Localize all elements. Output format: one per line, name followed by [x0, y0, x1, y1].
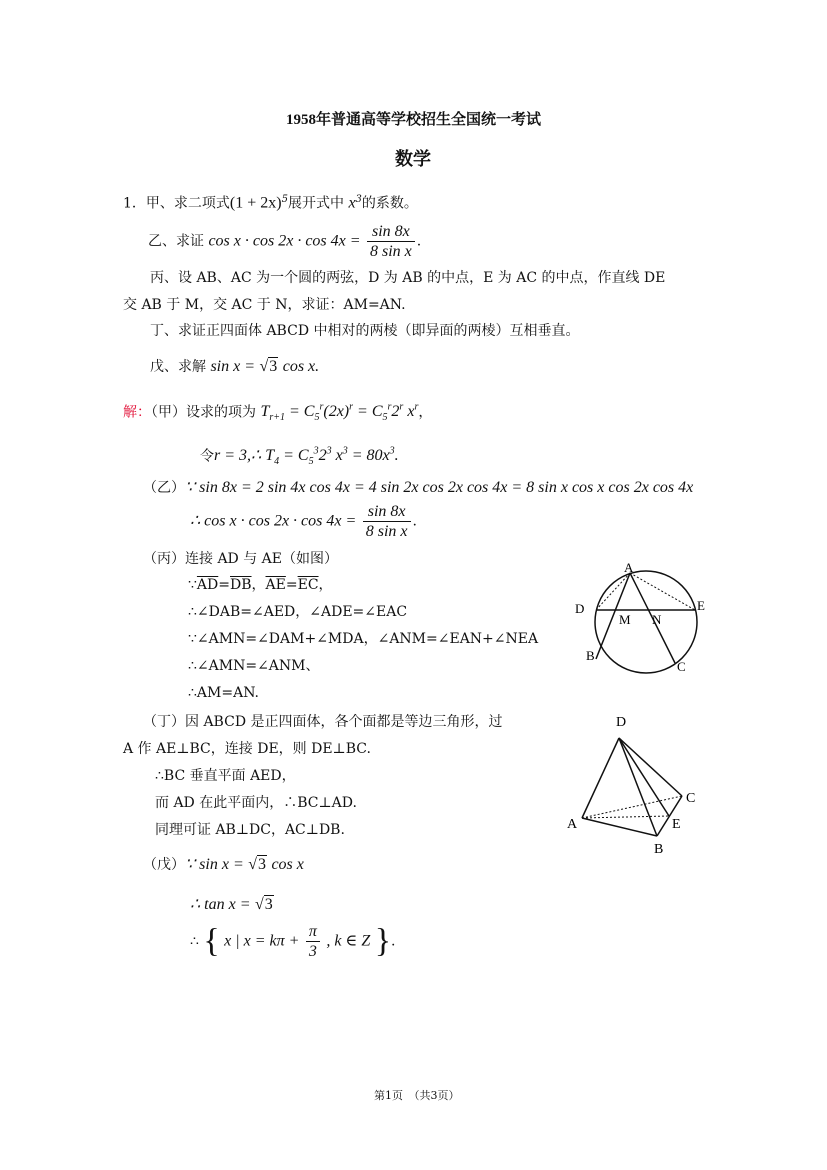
p2-lhs: cos x · cos 2x · cos 4x = — [208, 232, 361, 250]
problem-bing-line2: 交 AB 于 M，交 AC 于 N，求证：AM=AN. — [123, 297, 406, 313]
bing-end: ， — [318, 577, 333, 593]
wu-l2-sqrt: 3 — [264, 896, 273, 913]
label-m: M — [619, 612, 631, 627]
jia2-csup: 3 — [313, 446, 319, 457]
jia-c-sup: r — [319, 402, 324, 413]
ding-line3: ∴BC 垂直平面 AED， — [155, 768, 296, 784]
yi-fraction — [363, 502, 411, 541]
jia-c-sub: 5 — [314, 412, 320, 424]
jia2-dsup: 3 — [326, 446, 332, 457]
jia-t: T — [260, 403, 270, 421]
page-footer: 第1页 （共3页） — [374, 1089, 460, 1102]
jia-c2-sub: 5 — [382, 412, 388, 424]
ding-line2: A 作 AE⊥BC，连接 DE，则 DE⊥BC. — [123, 741, 371, 757]
p1-tail: 展开式中 — [287, 195, 344, 212]
wu-l2-a: ∴ tan x = — [190, 896, 251, 913]
jia-two-sup: r — [399, 402, 404, 413]
ding-line5: 同理可证 AB⊥DC，AC⊥DB. — [155, 822, 345, 838]
label-n: N — [652, 612, 662, 627]
wu-l1-a: ∵ sin x = — [185, 856, 244, 873]
wu-l1-b: cos x — [271, 856, 304, 873]
problem-1-jia — [123, 190, 418, 214]
jia2-sub: 4 — [274, 456, 280, 468]
solution-jia — [123, 398, 432, 429]
p1-exp: 5 — [281, 194, 288, 205]
yi-lhs: ∴ cos x · cos 2x · cos 4x = — [190, 512, 357, 530]
segment-ae-hidden — [582, 816, 669, 818]
jia2-csub: 5 — [308, 456, 314, 468]
wu-line1: （戊）∵ sin x = √3 cos x — [143, 856, 304, 873]
yi-end: . — [412, 513, 417, 530]
wu-den: 3 — [308, 943, 317, 960]
solution-yi-line2 — [190, 502, 417, 541]
jia-2x-sup: r — [349, 402, 354, 413]
wu-l3-b: x | x = kπ + — [224, 932, 300, 950]
jia2-g: . — [394, 447, 399, 465]
edge-ac-hidden — [582, 796, 682, 818]
jia2-c: = C — [283, 447, 309, 465]
yi-den: 8 sin x — [365, 523, 408, 540]
bing-line2: ∴∠DAB=∠AED，∠ADE=∠EAC — [188, 604, 408, 620]
arc-ec: $\overline{EC}$ — [297, 577, 319, 593]
wu-l1-sqrt: 3 — [257, 856, 266, 873]
arc-db: $\overline{DB}$ — [230, 577, 252, 593]
wu-l3-therefore: ∴ — [190, 933, 199, 950]
jia2-ling: 令 — [200, 448, 214, 465]
wu-line2: ∴ tan x = √3 — [190, 896, 273, 913]
yi-line1: ∵ sin 8x = 2 sin 4x cos 4x = 4 sin 2x cos 2x cos 4x = 8 sin x cos x cos 2x cos 4x — [185, 479, 694, 496]
edge-ab — [582, 818, 657, 836]
jia-x-sup: r — [414, 402, 419, 413]
p2-num: sin 8x — [367, 222, 415, 242]
yi-num: sin 8x — [363, 502, 411, 522]
bing-sep: ， — [251, 577, 266, 593]
jia2-fsup: 3 — [389, 446, 395, 457]
p1-end: 的系数。 — [361, 195, 418, 212]
label-e: E — [697, 598, 705, 613]
p2-den: 8 sin x — [370, 243, 412, 260]
bing-line3: ∵∠AMN=∠DAM+∠MDA，∠ANM=∠EAN+∠NEA — [188, 631, 539, 647]
solution-yi-line1 — [143, 478, 693, 498]
p1-x-exp: 3 — [355, 194, 362, 205]
wu-fraction — [306, 922, 320, 961]
bing-line1 — [188, 575, 333, 595]
tetrahedron-figure — [562, 708, 712, 858]
circle-figure — [570, 558, 720, 678]
p2-fraction — [367, 222, 415, 261]
jia2-d: 2 — [318, 447, 327, 465]
jia2-esup: 3 — [342, 446, 348, 457]
label-a: A — [624, 560, 634, 575]
exam-title: 1958年普通高等学校招生全国统一考试 — [286, 112, 542, 128]
bing-line4: ∴∠AMN=∠ANM、 — [188, 658, 320, 674]
wu-line3 — [190, 922, 395, 961]
bing-because: ∵ — [188, 577, 197, 593]
jia-c2-sup: r — [387, 402, 392, 413]
bing-eq2: = — [285, 577, 298, 593]
jia2-b: r = 3,∴ T — [214, 447, 275, 465]
p5-sqrt: 3 — [269, 358, 278, 375]
jia-2x: (2x) — [323, 403, 350, 421]
label-c: C — [677, 659, 686, 674]
p5-expr-b: cos x. — [282, 358, 320, 375]
problem-ding: 丁、求证正四面体 ABCD 中相对的两棱（即异面的两棱）互相垂直。 — [150, 323, 580, 339]
jia2-f: = 80x — [351, 447, 390, 465]
wu-l3-end: . — [391, 933, 396, 950]
solution-label: 解： — [123, 404, 151, 421]
jia-t-sub: r+1 — [269, 412, 285, 424]
label-e: E — [672, 817, 681, 832]
wu-l3-c: , k ∈ Z — [326, 932, 371, 950]
subject-title: 数学 — [395, 149, 431, 170]
bing-head: （丙）连接 AD 与 AE（如图） — [143, 551, 339, 567]
wu-num: π — [306, 922, 320, 942]
segment-ad — [596, 573, 630, 610]
label-c: C — [686, 791, 696, 806]
arc-ae: $\overline{AE}$ — [265, 577, 286, 593]
arc-ad: $\overline{AD}$ — [196, 577, 219, 593]
solution-jia-line2 — [200, 442, 399, 473]
left-brace: { — [203, 922, 220, 960]
jia-head: （甲）设求的项为 — [151, 404, 256, 421]
label-b: B — [586, 648, 595, 663]
bing-line5: ∴AM=AN. — [188, 685, 259, 701]
problem-yi — [148, 222, 421, 261]
p5-expr-a: sin x = — [210, 358, 256, 375]
p1-label: 1．甲、求二项式 — [123, 195, 230, 212]
ding-line4: 而 AD 在此平面内，∴BC⊥AD. — [155, 795, 357, 811]
jia-c2: = C — [357, 403, 383, 421]
ding-line1: （丁）因 ABCD 是正四面体，各个面都是等边三角形，过 — [143, 714, 503, 730]
problem-bing-line1: 丙、设 AB、AC 为一个圆的两弦，D 为 AB 的中点，E 为 AC 的中点，作直线 DE — [150, 270, 666, 286]
p2-label: 乙、求证 — [148, 233, 204, 250]
jia-comma: ， — [418, 404, 433, 421]
p1-x: x — [348, 194, 356, 212]
edge-da — [582, 738, 619, 818]
label-a: A — [567, 817, 578, 832]
problem-wu: 戊、求解 sin x = √3 cos x. — [150, 358, 320, 375]
right-brace: } — [374, 922, 392, 960]
label-d: D — [616, 715, 627, 730]
p2-end: . — [416, 233, 422, 250]
label-d: D — [575, 601, 585, 616]
p1-expr: (1 + 2x) — [229, 194, 282, 212]
yi-head: （乙） — [143, 480, 185, 496]
p5-label: 戊、求解 — [150, 359, 206, 375]
jia-x: x — [407, 403, 415, 421]
label-b: B — [654, 842, 664, 857]
jia-two: 2 — [391, 403, 400, 421]
bing-eq1: = — [218, 577, 230, 593]
jia-c: = C — [289, 403, 315, 421]
jia2-e: x — [335, 447, 343, 465]
wu-head: （戊） — [143, 857, 185, 873]
